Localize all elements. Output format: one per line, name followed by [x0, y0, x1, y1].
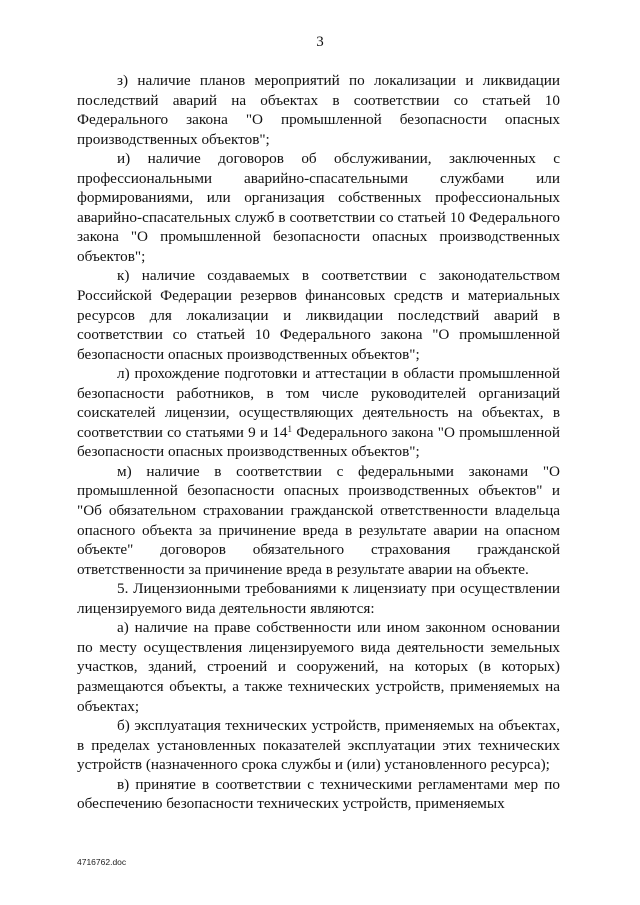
paragraph-z: з) наличие планов мероприятий по локализации и ликвидации последствий аварий на объектах в соответствии со статьей 10 Федерального закона "О промышленной безопасности опасных производственных объектов"; [77, 72, 560, 148]
document-body [77, 71, 560, 814]
paragraph-l [77, 364, 560, 462]
document-filename: 4716762.doc [77, 857, 127, 867]
paragraph-l-text: л) прохождение подготовки и аттестации в области промышленной безопасности работников, в том числе руководителей организаций соискателей лицензии, осуществляющих деятельность на объектах, в соответствии со статьями 9 и 14 [77, 365, 560, 441]
paragraph-m: м) наличие в соответствии с федеральными законами "О промышленной безопасности опасных производственных объектов" и "Об обязательном страховании гражданской ответственности владельца опасного объекта за причинение вреда в результате аварии на опасном объекте" договоров обязательного страхования гражданской ответственности за причинение вреда в результате аварии на объекте. [77, 462, 560, 578]
page-number: 3 [316, 34, 324, 50]
section-5-heading: 5. Лицензионными требованиями к лицензиату при осуществлении лицензируемого вида деятельности являются: [77, 580, 560, 617]
paragraph-k: к) наличие создаваемых в соответствии с законодательством Российской Федерации резервов финансовых средств и материальных ресурсов для локализации и ликвидации последствий аварий в соответствии со статьей 10 Федерального закона "О промышленной безопасности опасных производственных объектов"; [77, 267, 560, 363]
paragraph-b: б) эксплуатация технических устройств, применяемых на объектах, в пределах установленных показателей эксплуатации этих технических устройств (назначенного срока службы и (или) установленного ресурса); [77, 717, 560, 774]
paragraph-l-superscript: 1 [287, 423, 293, 434]
paragraph-i: и) наличие договоров об обслуживании, заключенных с профессиональными аварийно-спасательными службами или формированиями, или организация собственных профессиональных аварийно-спасательных служб в соответствии со статьей 10 Федерального закона "О промышленной безопасности опасных производственных объектов"; [77, 150, 560, 265]
paragraph-v: в) принятие в соответствии с техническими регламентами мер по обеспечению безопасности технических устройств, применяемых [77, 775, 560, 813]
paragraph-l-text-end: Федерального закона "О промышленной безопасности опасных производственных объектов"; [77, 423, 560, 461]
paragraph-a: а) наличие на праве собственности или ином законном основании по месту осуществления лицензируемого вида деятельности земельных участков, зданий, строений и сооружений, на которых (в которых) размещаются объекты, а также технических устройств, применяемых на объектах; [77, 619, 560, 715]
